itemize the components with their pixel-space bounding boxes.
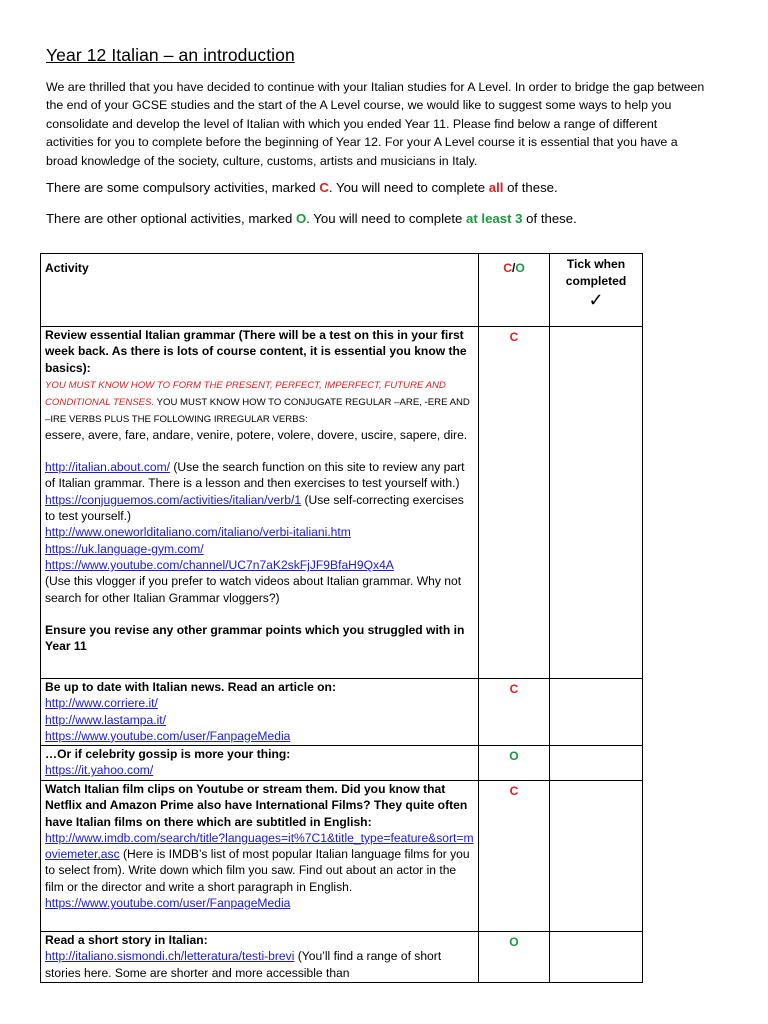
tick-cell[interactable]: [550, 746, 643, 781]
link-language-gym[interactable]: https://uk.language-gym.com/: [45, 541, 204, 556]
mark-optional: O: [479, 746, 550, 781]
checkmark-icon: ✓: [588, 290, 604, 310]
mark-compulsory: C: [479, 327, 550, 679]
link-youtube-vlogger[interactable]: https://www.youtube.com/channel/UC7n7aK2skFjJF9BfaH9Qx4A: [45, 557, 394, 572]
table-row-news: [41, 679, 643, 746]
optional-note: There are other optional activities, marked O. You will need to complete at least 3 of these.: [46, 211, 577, 227]
page-title: Year 12 Italian – an introduction: [46, 45, 295, 65]
compulsory-note: There are some compulsory activities, marked C. You will need to complete all of these.: [46, 180, 558, 196]
link-oneworlditaliano[interactable]: http://www.oneworlditaliano.com/italiano/verbi-italiani.htm: [45, 525, 351, 540]
tick-cell[interactable]: [550, 679, 643, 746]
tick-cell[interactable]: [550, 327, 643, 679]
tick-cell[interactable]: [550, 781, 643, 932]
link-lastampa[interactable]: http://www.lastampa.it/: [45, 712, 166, 727]
table-row-film: [41, 781, 643, 932]
table-header-row: [41, 254, 643, 327]
mark-compulsory: C: [479, 781, 550, 932]
activity-cell: Review essential Italian grammar (There will be a test on this in your first week back. As there is lots of course content, it is essential you know the basics): YOU MUST KNOW HOW TO FORM THE PRESENT, PERFECT, IMPERFECT, FUTURE AND CONDITIONAL TENSES. YOU MUST KNOW HOW TO CONJUGATE REGULAR –ARE, -ERE AND –IRE VERBS PLUS THE FOLLOWING IRREGULAR VERBS: essere, avere, fare, andare, venire, potere, volere, dovere, uscire, sapere, dire. http://italian.about.com/ (Use the search function on this site to review any part of Italian grammar. There is a lesson and then exercises to test yourself with.) https://conjuguemos.com/activities/italian/verb/1 (Use self-correcting exercises to test yourself.) http://www.oneworlditaliano.com/italiano/verbi-italiani.htm https://uk.language-gym.com/ https://www.youtube.com/channel/UC7n7aK2skFjJF9BfaH9Qx4A (Use this vlogger if you prefer to watch videos about Italian grammar. Why not search for other Italian Grammar vloggers?) Ensure you revise any other grammar points which you struggled with in Year 11: [41, 327, 479, 679]
link-imdb[interactable]: http://www.imdb.com/search/title?languages=it%7C1&title_type=feature&sort=moviemeter,asc: [45, 830, 474, 862]
compulsory-marker: C: [319, 180, 329, 196]
compulsory-emphasis: all: [488, 180, 504, 196]
link-yahoo[interactable]: https://it.yahoo.com/: [45, 763, 154, 778]
link-conjuguemos[interactable]: https://conjuguemos.com/activities/italian/verb/1: [45, 492, 302, 507]
activity-cell: Read a short story in Italian: http://italiano.sismondi.ch/letteratura/testi-brevi (You’ll find a range of short stories here. Some are shorter and more accessible than: [41, 932, 479, 983]
link-sismondi[interactable]: http://italiano.sismondi.ch/letteratura/testi-brevi: [45, 949, 295, 964]
optional-emphasis: at least 3: [466, 211, 523, 227]
document-body: [46, 44, 706, 228]
intro-paragraph: We are thrilled that you have decided to continue with your Italian studies for A Level. In order to bridge the gap between the end of your GCSE studies and the start of the A Level course, we would like to suggest some ways to help you consolidate and develop the level of Italian with which you ended Year 11. Please find below a range of different activities for you to complete before the beginning of Year 12. For your A Level course it is essential that you have a broad knowledge of the society, culture, customs, artists and musicians in Italy.: [46, 80, 705, 168]
link-corriere[interactable]: http://www.corriere.it/: [45, 696, 158, 711]
mark-optional: O: [479, 932, 550, 983]
table-row-gossip: [41, 746, 643, 781]
header-c-o: C/O: [479, 254, 550, 327]
activity-table: [40, 253, 643, 983]
optional-marker: O: [295, 211, 307, 227]
tick-cell[interactable]: [550, 932, 643, 983]
activity-cell: Be up to date with Italian news. Read an article on: http://www.corriere.it/ http://www.lastampa.it/ https://www.youtube.com/user/FanpageMedia: [41, 679, 479, 746]
table-row-story: [41, 932, 643, 983]
link-fanpage[interactable]: https://www.youtube.com/user/FanpageMedia: [45, 728, 291, 743]
mark-compulsory: C: [479, 679, 550, 746]
header-activity: Activity: [41, 254, 479, 327]
header-tick: Tick when completed ✓: [550, 254, 643, 327]
link-fanpage-film[interactable]: https://www.youtube.com/user/FanpageMedia: [45, 896, 291, 911]
link-italian-about[interactable]: http://italian.about.com/: [45, 460, 171, 475]
table-row-grammar: [41, 327, 643, 679]
activity-cell: …Or if celebrity gossip is more your thing: https://it.yahoo.com/: [41, 746, 479, 781]
activity-cell: Watch Italian film clips on Youtube or stream them. Did you know that Netflix and Amazon Prime also have International Films? They quite often have Italian films on there which are subtitled in English: http://www.imdb.com/search/title?languages=it%7C1&title_type=feature&sort=moviemeter,asc (Here is IMDB’s list of most popular Italian language films for you to select from). Write down which film you saw. Find out about an actor in the film or the director and write a short paragraph in English. https://www.youtube.com/user/FanpageMedia: [41, 781, 479, 932]
